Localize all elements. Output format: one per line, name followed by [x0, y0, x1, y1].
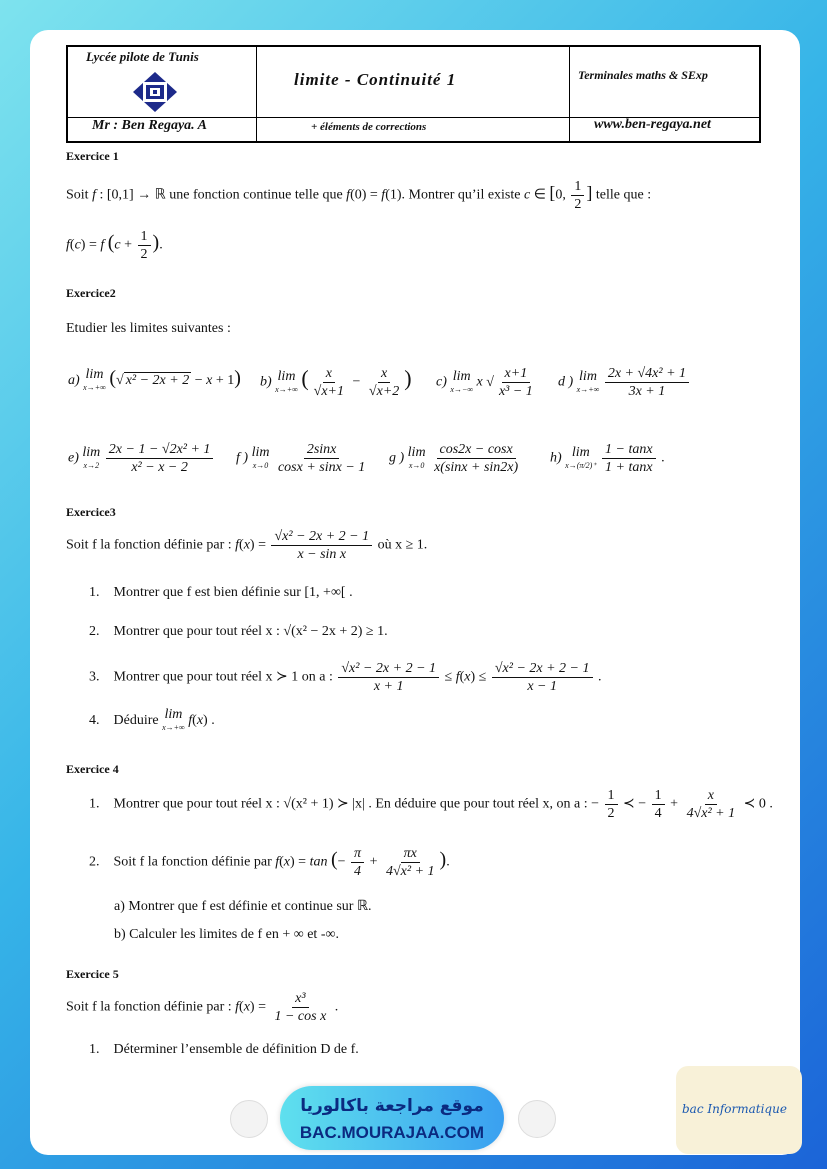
website-link[interactable]: www.ben-regaya.net [594, 117, 711, 132]
limit-a: a) lim x→+∞ (√ x² − 2x + 2 − x + 1) [68, 367, 241, 394]
footer-logo-left-icon [230, 1100, 268, 1138]
ex3-item-4: 4. Déduire lim x→+∞ f(x) . [89, 707, 215, 732]
document-title: limite - Continuité 1 [294, 70, 457, 89]
ex3-item-1: 1. Montrer que f est bien définie sur [1, +∞[ . [89, 585, 353, 600]
limit-b: b) lim x→+∞ ( $\frac{x}{√x+1}$ − $\frac{x}{√x+2}$ ) [260, 365, 412, 399]
ex1-text-a: Soit [66, 187, 89, 203]
ex4-sub-a: a) Montrer que f est définie et continue sur ℝ. [114, 899, 372, 914]
ex5-title: Exercice 5 [66, 967, 119, 981]
class-label: Terminales maths & SExp [578, 68, 708, 82]
ex3-intro: Soit f la fonction définie par : [66, 537, 232, 553]
ex2-intro: Etudier les limites suivantes : [66, 321, 231, 336]
ex1-text-d: telle que : [595, 187, 652, 203]
ex3-title: Exercice3 [66, 505, 116, 519]
ex3-item-2: 2. Montrer que pour tout réel x : √(x² − 2x + 2) ≥ 1. [89, 624, 388, 639]
ex3-domain: où x ≥ 1. [377, 537, 428, 553]
ex1-statement: Soit f : [0,1] → ℝ une fonction continue telle que f(0) = f(1). Montrer qu’il existe c ∈ [0, $\frac{1}{2}$ ] telle que : [66, 179, 652, 212]
ex3-definition: Soit f la fonction définie par : f(x) = $\frac{\text{√x² − 2x + 2 − 1}}{\text{x − sin x}}$ où x ≥ 1. [66, 529, 428, 562]
ex2-title: Exercice2 [66, 286, 116, 300]
footer-arabic: موقع مراجعة باكالوريا [300, 1096, 484, 1116]
document-subtitle: + éléments de corrections [311, 121, 427, 133]
ex1-equation: f(c) = f (c + $\frac{1}{2}$ ). [66, 229, 163, 262]
school-logo-icon [131, 70, 179, 114]
ex5-intro: Soit f la fonction définie par : [66, 999, 232, 1015]
teacher-name: Mr : Ben Regaya. A [92, 118, 207, 133]
ex4-item-1: 1. Montrer que pour tout réel x : √(x² + 1) ≻ |x| . En déduire que pour tout réel x, on a : − $\frac{1}{2}$ ≺ − $\frac{1}{4}$ + $\frac{x}{\text{4√x² + 1}}$ ≺ 0 . [89, 788, 773, 821]
limit-e: e) lim x→2 $\frac{\text{2x − 1 − √2x² + 1}}{\text{x² − x − 2}}$ [68, 441, 215, 476]
ex5-item-1: 1. Déterminer l’ensemble de définition D de f. [89, 1042, 359, 1057]
limit-c: c) lim x→−∞ x √ $\frac{x+1}{\text{x³ − 1}}$ [436, 365, 538, 400]
school-name: Lycée pilote de Tunis [86, 49, 199, 64]
badge-text: bac Informatique [682, 1102, 787, 1116]
footer-site[interactable]: BAC.MOURAJAA.COM [299, 1123, 485, 1142]
ex3-item-3: 3. Montrer que pour tout réel x ≻ 1 on a : $\frac{\text{√x² − 2x + 2 − 1}}{x + 1}$ ≤ f(x) ≤ $\frac{\text{√x² − 2x + 2 − 1}}{x - 1}$ . [89, 661, 602, 694]
footer-logo-right-icon [518, 1100, 556, 1138]
ex1-text-b: une fonction continue telle que [169, 187, 343, 203]
limit-d: d ) lim x→+∞ $\frac{\text{2x + √4x² + 1}}{3x + 1}$ [558, 365, 691, 400]
ex4-item-2: 2. Soit f la fonction définie par f(x) = tan (− $\frac{\pi}{4}$ + $\frac{\pi x}{\text{4√x² + 1}}$ ). [89, 846, 450, 879]
limit-f: f ) lim x→0 $\frac{2\sin x}{\cos x + \sin x - 1}$ [236, 442, 366, 475]
ex4-title: Exercice 4 [66, 762, 119, 776]
limit-g: g ) lim x→0 $\frac{\cos 2x - \cos x}{x(\sin x + \sin 2x)}$ [389, 442, 519, 475]
ex5-definition: Soit f la fonction définie par : f(x) = $\frac{\text{x³}}{\text{1 − cos x}}$ . [66, 991, 339, 1024]
limit-h: h) lim x→(π/2)⁺ $\frac{1 - \tan x}{1 + \tan x}$ . [550, 442, 665, 475]
ex4-sub-b: b) Calculer les limites de f en + ∞ et -∞. [114, 927, 339, 942]
ex1-text-c: . Montrer qu’il existe [401, 187, 521, 203]
ex1-title: Exercice 1 [66, 149, 119, 163]
